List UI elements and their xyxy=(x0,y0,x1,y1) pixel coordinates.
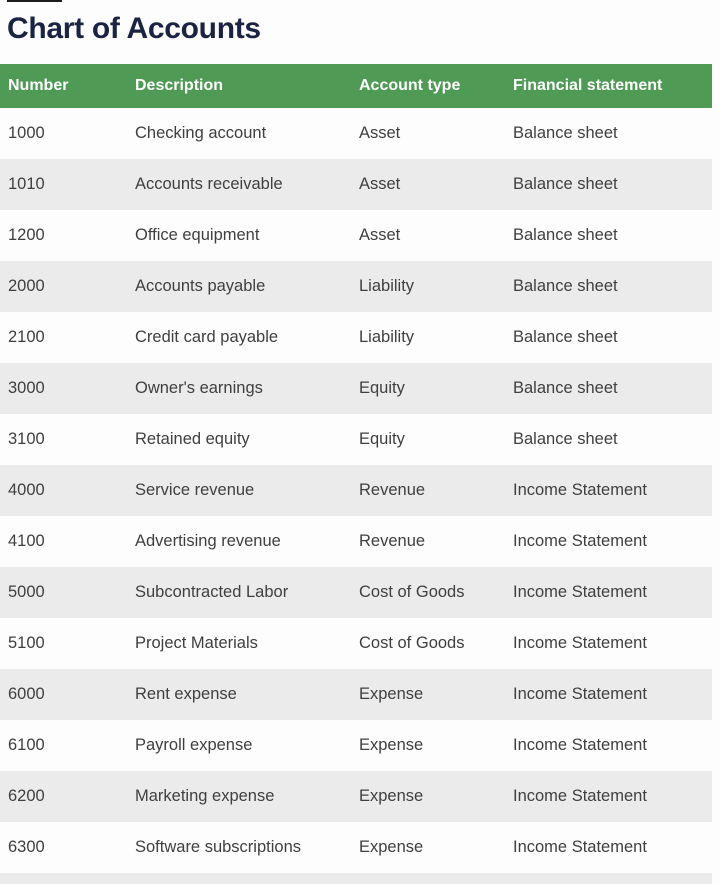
table-cell: Office equipment xyxy=(135,226,260,244)
column-header: Number xyxy=(8,77,69,94)
table-body xyxy=(0,108,712,873)
accounts-table xyxy=(0,64,712,884)
table-cell: 5000 xyxy=(8,583,45,601)
table-cell: Income Statement xyxy=(513,532,647,550)
table-cell: Service revenue xyxy=(135,481,255,499)
table-cell: Asset xyxy=(359,124,401,142)
table-cell: 6200 xyxy=(8,787,45,805)
table-cell: Income Statement xyxy=(513,583,647,601)
table-cell: Balance sheet xyxy=(513,277,618,295)
table-cell: Balance sheet xyxy=(513,124,618,142)
table-row xyxy=(0,261,712,312)
table-cell: Retained equity xyxy=(135,430,250,448)
table-cell: Expense xyxy=(359,736,424,754)
table-cell: Asset xyxy=(359,175,401,193)
table-cell: Accounts receivable xyxy=(135,175,283,193)
table-cell: Project Materials xyxy=(135,634,258,652)
table-cell: Income Statement xyxy=(513,838,647,856)
partial-next-row xyxy=(0,873,712,884)
table-cell: Cost of Goods xyxy=(359,634,465,652)
table-row xyxy=(0,720,712,771)
table-cell: 3100 xyxy=(8,430,45,448)
page-title: Chart of Accounts xyxy=(7,12,261,45)
table-cell: Expense xyxy=(359,787,424,805)
table-cell: 5100 xyxy=(8,634,45,652)
table-row xyxy=(0,516,712,567)
table-row xyxy=(0,414,712,465)
table-cell: Payroll expense xyxy=(135,736,253,754)
table-cell: Income Statement xyxy=(513,481,647,499)
table-cell: Subcontracted Labor xyxy=(135,583,289,601)
table-cell: Equity xyxy=(359,430,405,448)
table-cell: Revenue xyxy=(359,481,426,499)
column-header: Financial statement xyxy=(513,77,663,94)
table-header-row xyxy=(0,64,712,108)
table-cell: Balance sheet xyxy=(513,226,618,244)
table-cell: 6100 xyxy=(8,736,45,754)
table-cell: 6000 xyxy=(8,685,45,703)
table-cell: 1200 xyxy=(8,226,45,244)
table-cell: 2000 xyxy=(8,277,45,295)
table-row xyxy=(0,363,712,414)
table-row xyxy=(0,822,712,873)
table-cell: 1010 xyxy=(8,175,45,193)
column-header: Account type xyxy=(359,77,461,94)
table-cell: 4100 xyxy=(8,532,45,550)
table-cell: Rent expense xyxy=(135,685,237,703)
table-cell: Checking account xyxy=(135,124,267,142)
table-cell: Accounts payable xyxy=(135,277,266,295)
table-row xyxy=(0,312,712,363)
table-cell: Equity xyxy=(359,379,405,397)
table-row xyxy=(0,567,712,618)
table-row xyxy=(0,465,712,516)
table-cell: Income Statement xyxy=(513,685,647,703)
table-cell: Income Statement xyxy=(513,634,647,652)
table-cell: Revenue xyxy=(359,532,426,550)
table-cell: Balance sheet xyxy=(513,430,618,448)
table-cell: Owner's earnings xyxy=(135,379,263,397)
table-cell: Cost of Goods xyxy=(359,583,465,601)
table-cell: 1000 xyxy=(8,124,45,142)
table-cell: Software subscriptions xyxy=(135,838,301,856)
table-cell: Income Statement xyxy=(513,736,647,754)
table-cell: Liability xyxy=(359,277,415,295)
table-cell: 4000 xyxy=(8,481,45,499)
table-cell: 3000 xyxy=(8,379,45,397)
table-cell: Liability xyxy=(359,328,415,346)
table-row xyxy=(0,108,712,159)
table-cell: Credit card payable xyxy=(135,328,279,346)
table-row xyxy=(0,210,712,261)
column-header: Description xyxy=(135,77,224,94)
table-row xyxy=(0,159,712,210)
table-cell: Advertising revenue xyxy=(135,532,281,550)
table-row xyxy=(0,669,712,720)
table-row xyxy=(0,618,712,669)
table-cell: Balance sheet xyxy=(513,175,618,193)
cropped-content-artifact xyxy=(7,0,62,2)
table-cell: Income Statement xyxy=(513,787,647,805)
table-cell: 6300 xyxy=(8,838,45,856)
table-row xyxy=(0,771,712,822)
table-cell: Expense xyxy=(359,838,424,856)
table-cell: Balance sheet xyxy=(513,328,618,346)
table-cell: 2100 xyxy=(8,328,45,346)
table-cell: Asset xyxy=(359,226,401,244)
table-cell: Expense xyxy=(359,685,424,703)
table-cell: Marketing expense xyxy=(135,787,275,805)
table-cell: Balance sheet xyxy=(513,379,618,397)
